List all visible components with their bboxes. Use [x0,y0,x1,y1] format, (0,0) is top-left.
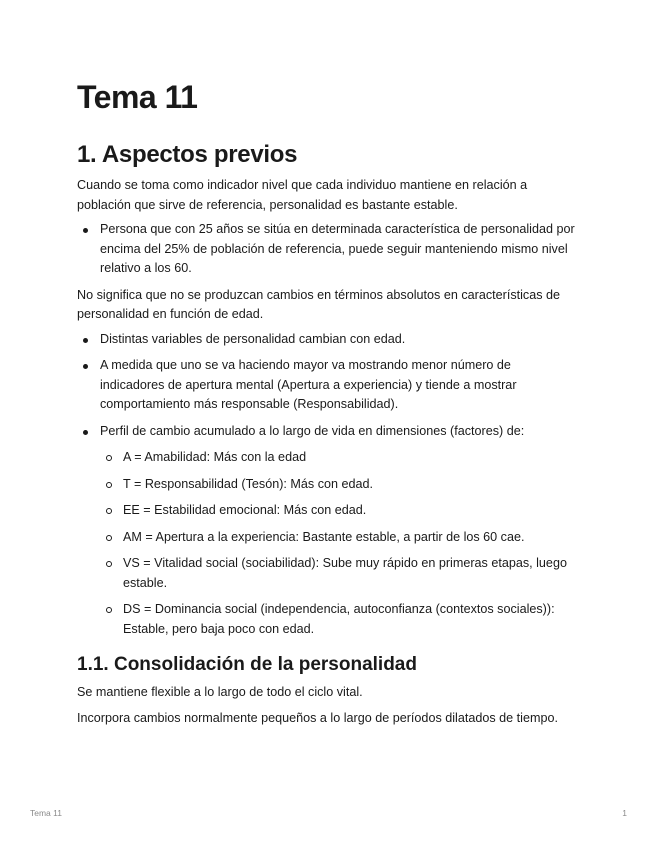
document-body [77,78,577,728]
factor-list [100,448,577,639]
paragraph: Cuando se toma como indicador nivel que cada individuo mantiene en relación a población que sirve de referencia, personalidad es bastante estable. [77,178,528,212]
subsection-heading-consolidacion: 1.1. Consolidación de la personalidad [77,654,417,675]
factor-item: VS = Vitalidad social (sociabilidad): Sube muy rápido en primeras etapas, luego estable. [100,554,577,593]
factor-item: AM = Apertura a la experiencia: Bastante estable, a partir de los 60 cae. [100,528,577,548]
paragraph: Incorpora cambios normalmente pequeños a lo largo de períodos dilatados de tiempo. [77,710,558,725]
list-item: Distintas variables de personalidad cambian con edad. [77,330,577,350]
factor-item: EE = Estabilidad emocional: Más con edad. [100,501,577,521]
factor-item: DS = Dominancia social (independencia, autoconfianza (contextos sociales)): Estable, pero baja poco con edad. [100,600,577,639]
list-item [77,422,577,640]
list-item-text: Perfil de cambio acumulado a lo largo de vida en dimensiones (factores) de: [100,423,525,438]
footer-title: Tema 11 [30,808,62,818]
list-item: Persona que con 25 años se sitúa en determinada característica de personalidad por encima del 25% de población de referencia, puede seguir manteniendo mismo nivel relativo a los 60. [77,220,577,279]
bullet-list [77,330,577,640]
factor-item: T = Responsabilidad (Tesón): Más con edad. [100,475,577,495]
paragraph: Se mantiene flexible a lo largo de todo el ciclo vital. [77,685,363,699]
list-item: A medida que uno se va haciendo mayor va mostrando menor número de indicadores de apertura mental (Apertura a experiencia) y tiende a mostrar comportamiento más responsable (Responsabilidad). [77,356,577,415]
page-number: 1 [622,808,627,818]
page-title: Tema 11 [77,79,198,115]
paragraph: No significa que no se produzcan cambios en términos absolutos en características de personalidad en función de edad. [77,287,561,321]
bullet-list [77,220,577,279]
section-heading-aspectos-previos: 1. Aspectos previos [77,141,298,168]
factor-item: A = Amabilidad: Más con la edad [100,448,577,468]
